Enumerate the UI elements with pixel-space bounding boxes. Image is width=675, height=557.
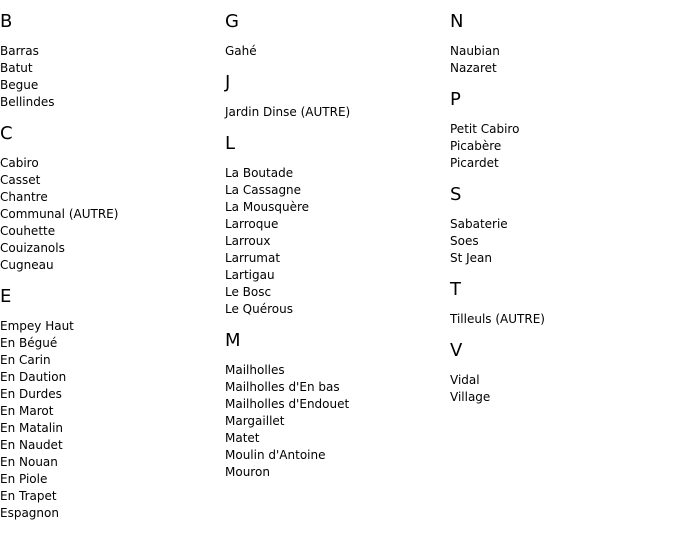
place-list — [450, 216, 670, 267]
index-column-3 — [450, 11, 670, 406]
place-list-item — [0, 77, 220, 94]
place-link-en-matalin[interactable]: En Matalin — [0, 421, 64, 435]
place-link-batut[interactable]: Batut — [0, 61, 33, 75]
place-list-item — [0, 155, 220, 172]
place-link-picardet[interactable]: Picardet — [450, 156, 499, 170]
place-link-naubian[interactable]: Naubian — [450, 44, 500, 58]
place-list-item — [0, 335, 220, 352]
place-list-item — [225, 182, 445, 199]
place-link-village[interactable]: Village — [450, 390, 491, 404]
place-list — [225, 43, 445, 60]
index-column-2 — [225, 11, 445, 481]
place-list-item — [0, 240, 220, 257]
place-list-item — [450, 216, 670, 233]
place-list — [450, 121, 670, 172]
place-link-en-begue[interactable]: En Bégué — [0, 336, 58, 350]
place-link-en-marot[interactable]: En Marot — [0, 404, 54, 418]
place-link-empey-haut[interactable]: Empey Haut — [0, 319, 74, 333]
place-list-item — [225, 284, 445, 301]
place-link-st-jean[interactable]: St Jean — [450, 251, 493, 265]
place-link-margaillet[interactable]: Margaillet — [225, 414, 285, 428]
place-link-cugneau[interactable]: Cugneau — [0, 258, 54, 272]
group-letter-heading: M — [225, 330, 241, 351]
place-link-chantre[interactable]: Chantre — [0, 190, 48, 204]
place-link-sabaterie[interactable]: Sabaterie — [450, 217, 508, 231]
place-link-moulin-d-antoine[interactable]: Moulin d'Antoine — [225, 448, 326, 462]
letter-group-j — [225, 72, 445, 121]
place-list — [0, 318, 220, 522]
place-link-matet[interactable]: Matet — [225, 431, 260, 445]
letter-group-m — [225, 330, 445, 481]
place-list-item — [225, 199, 445, 216]
place-link-nazaret[interactable]: Nazaret — [450, 61, 497, 75]
letter-group-c — [0, 123, 220, 274]
place-link-couhette[interactable]: Couhette — [0, 224, 56, 238]
place-list-item — [0, 206, 220, 223]
group-letter-heading: J — [225, 72, 231, 93]
place-list-item — [225, 413, 445, 430]
place-link-mailholles[interactable]: Mailholles — [225, 363, 285, 377]
place-list-item — [450, 233, 670, 250]
place-list-item — [450, 250, 670, 267]
place-list-item — [450, 60, 670, 77]
place-link-picabere[interactable]: Picabère — [450, 139, 502, 153]
place-list-item — [450, 155, 670, 172]
place-list-item — [0, 386, 220, 403]
place-list-item — [0, 318, 220, 335]
group-letter-heading: C — [0, 123, 13, 144]
place-list-item — [225, 396, 445, 413]
group-letter-heading: T — [450, 279, 461, 300]
group-letter-heading: V — [450, 340, 463, 361]
place-link-espagnon[interactable]: Espagnon — [0, 506, 59, 520]
letter-group-l — [225, 133, 445, 318]
letter-group-t — [450, 279, 670, 328]
letter-group-v — [450, 340, 670, 406]
place-link-mouron[interactable]: Mouron — [225, 465, 270, 479]
place-list-item — [225, 267, 445, 284]
place-list-item — [0, 60, 220, 77]
place-list-item — [0, 505, 220, 522]
place-link-en-naudet[interactable]: En Naudet — [0, 438, 63, 452]
group-letter-heading: N — [450, 11, 464, 32]
place-list-item — [0, 369, 220, 386]
place-list-item — [225, 250, 445, 267]
place-list-item — [0, 43, 220, 60]
place-list — [0, 43, 220, 111]
place-link-mailholles-d-en-bas[interactable]: Mailholles d'En bas — [225, 380, 340, 394]
place-list-item — [0, 352, 220, 369]
place-link-le-bosc[interactable]: Le Bosc — [225, 285, 272, 299]
place-link-en-durdes[interactable]: En Durdes — [0, 387, 62, 401]
place-list-item — [450, 121, 670, 138]
group-letter-heading: S — [450, 184, 462, 205]
place-list — [0, 155, 220, 274]
group-letter-heading: E — [0, 286, 12, 307]
place-list-item — [0, 437, 220, 454]
place-list-item — [0, 454, 220, 471]
index-column-1 — [0, 11, 220, 522]
place-link-en-nouan[interactable]: En Nouan — [0, 455, 58, 469]
place-list-item — [225, 165, 445, 182]
place-list-item — [225, 216, 445, 233]
place-list-item — [0, 471, 220, 488]
place-link-la-boutade[interactable]: La Boutade — [225, 166, 294, 180]
place-link-barras[interactable]: Barras — [0, 44, 39, 58]
place-link-vidal[interactable]: Vidal — [450, 373, 480, 387]
place-list-item — [0, 420, 220, 437]
letter-group-e — [0, 286, 220, 522]
place-link-couizanols[interactable]: Couizanols — [0, 241, 65, 255]
place-list-item — [225, 430, 445, 447]
group-letter-heading: L — [225, 133, 236, 154]
place-list-item — [450, 138, 670, 155]
place-list-item — [0, 488, 220, 505]
place-list-item — [450, 43, 670, 60]
place-link-larroux[interactable]: Larroux — [225, 234, 271, 248]
place-link-begue[interactable]: Begue — [0, 78, 39, 92]
place-link-tilleuls-autre[interactable]: Tilleuls (AUTRE) — [450, 312, 545, 326]
letter-group-p — [450, 89, 670, 172]
letter-group-n — [450, 11, 670, 77]
letter-group-b — [0, 11, 220, 111]
place-list-item — [225, 43, 445, 60]
place-list-item — [0, 403, 220, 420]
place-list-item — [225, 233, 445, 250]
place-list-item — [225, 362, 445, 379]
place-list — [225, 165, 445, 318]
letter-group-s — [450, 184, 670, 267]
place-list — [450, 311, 670, 328]
place-link-casset[interactable]: Casset — [0, 173, 41, 187]
place-link-petit-cabiro[interactable]: Petit Cabiro — [450, 122, 520, 136]
place-list-item — [0, 223, 220, 240]
group-letter-heading: G — [225, 11, 239, 32]
place-list — [225, 104, 445, 121]
place-list — [225, 362, 445, 481]
place-list-item — [225, 301, 445, 318]
place-list-item — [0, 189, 220, 206]
place-list-item — [225, 447, 445, 464]
place-link-en-daution[interactable]: En Daution — [0, 370, 67, 384]
place-list — [450, 43, 670, 77]
place-link-jardin-dinse-autre[interactable]: Jardin Dinse (AUTRE) — [225, 105, 351, 119]
place-link-mailholles-d-endouet[interactable]: Mailholles d'Endouet — [225, 397, 350, 411]
place-link-la-mousquere[interactable]: La Mousquère — [225, 200, 310, 214]
place-list — [450, 372, 670, 406]
place-link-en-carin[interactable]: En Carin — [0, 353, 51, 367]
letter-group-g — [225, 11, 445, 60]
place-list-item — [450, 389, 670, 406]
place-list-item — [0, 257, 220, 274]
place-list-item — [225, 379, 445, 396]
place-link-soes[interactable]: Soes — [450, 234, 479, 248]
group-letter-heading: P — [450, 89, 461, 110]
place-link-en-trapet[interactable]: En Trapet — [0, 489, 57, 503]
place-link-en-piole[interactable]: En Piole — [0, 472, 48, 486]
place-list-item — [0, 172, 220, 189]
place-link-larrumat[interactable]: Larrumat — [225, 251, 281, 265]
place-link-lartigau[interactable]: Lartigau — [225, 268, 275, 282]
place-list-item — [450, 311, 670, 328]
place-link-communal-autre[interactable]: Communal (AUTRE) — [0, 207, 119, 221]
place-link-larroque[interactable]: Larroque — [225, 217, 279, 231]
place-list-item — [225, 104, 445, 121]
place-link-bellindes[interactable]: Bellindes — [0, 95, 55, 109]
place-link-la-cassagne[interactable]: La Cassagne — [225, 183, 302, 197]
place-link-cabiro[interactable]: Cabiro — [0, 156, 39, 170]
place-link-gahe[interactable]: Gahé — [225, 44, 257, 58]
group-letter-heading: B — [0, 11, 13, 32]
place-list-item — [450, 372, 670, 389]
place-link-le-querous[interactable]: Le Quérous — [225, 302, 293, 316]
place-list-item — [0, 94, 220, 111]
place-list-item — [225, 464, 445, 481]
